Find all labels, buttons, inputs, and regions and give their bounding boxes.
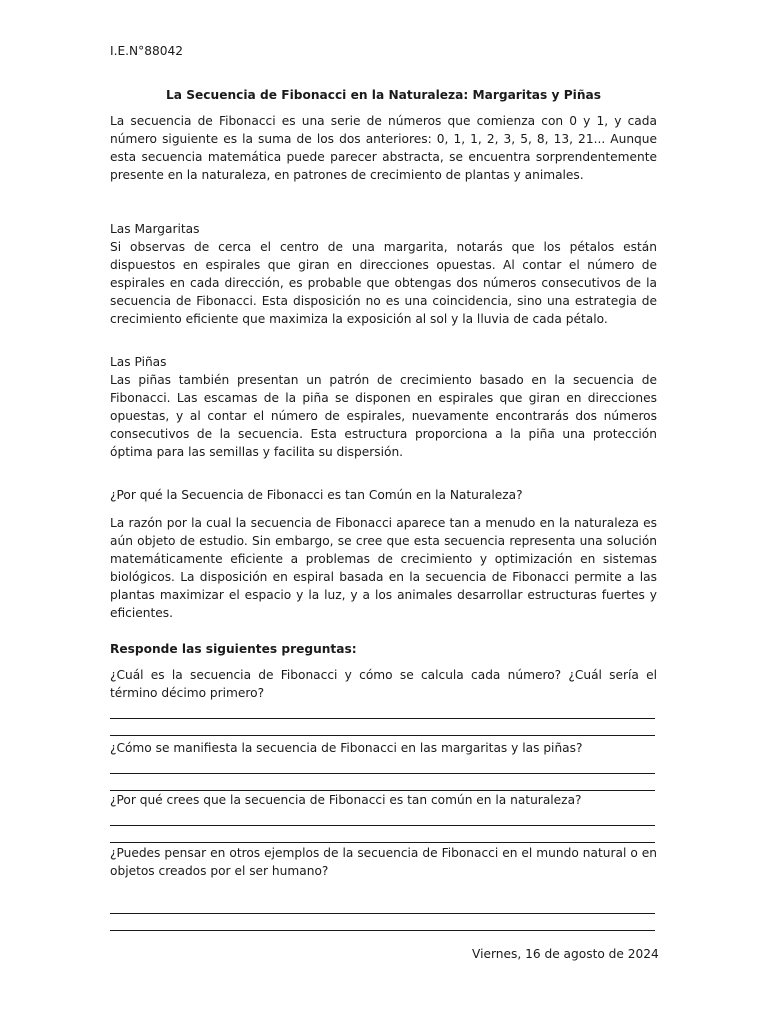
answer-line[interactable] xyxy=(110,757,655,774)
section-heading: Las Piñas xyxy=(110,355,167,369)
answer-line[interactable] xyxy=(110,897,655,914)
question-1 xyxy=(110,666,657,736)
questions-heading: Responde las siguientes preguntas: xyxy=(110,642,357,656)
question-2 xyxy=(110,739,657,791)
section-margaritas xyxy=(110,220,657,328)
school-name: I.E.N°88042 xyxy=(110,44,184,58)
answer-line[interactable] xyxy=(110,809,655,826)
answer-line[interactable] xyxy=(110,702,655,719)
question-3 xyxy=(110,791,657,843)
intro-paragraph: La secuencia de Fibonacci es una serie de números que comienza con 0 y 1, y cada número siguiente es la suma de los dos anteriores: 0, 1, 1, 2, 3, 5, 8, 13, 21... Aunque esta secuencia matemática puede parecer abstracta, se encuentra sorprendentemente presente en la naturaleza, en patrones de crecimiento de plantas y animales. xyxy=(110,114,657,182)
why-paragraph: La razón por la cual la secuencia de Fibonacci aparece tan a menudo en la naturaleza es aún objeto de estudio. Sin embargo, se cree que esta secuencia representa una solución matemáticamente eficiente a problemas de crecimiento y optimización en sistemas biológicos. La disposición en espiral basada en la secuencia de Fibonacci permite a las plantas maximizar el espacio y la luz, y a los animales desarrollar estructuras fuertes y eficientes. xyxy=(110,516,657,620)
section-pinas xyxy=(110,353,657,461)
document-date: Viernes, 16 de agosto de 2024 xyxy=(472,947,659,961)
question-text: ¿Cuál es la secuencia de Fibonacci y cómo se calcula cada número? ¿Cuál sería el término décimo primero? xyxy=(110,668,657,700)
answer-area xyxy=(110,897,657,931)
section-heading: Las Margaritas xyxy=(110,222,200,236)
question-text: ¿Por qué crees que la secuencia de Fibonacci es tan común en la naturaleza? xyxy=(110,793,582,807)
answer-line[interactable] xyxy=(110,914,655,931)
question-text: ¿Cómo se manifiesta la secuencia de Fibonacci en las margaritas y las piñas? xyxy=(110,741,583,755)
question-text: ¿Puedes pensar en otros ejemplos de la secuencia de Fibonacci en el mundo natural o en objetos creados por el ser humano? xyxy=(110,846,657,878)
answer-line[interactable] xyxy=(110,826,655,843)
document-title: La Secuencia de Fibonacci en la Naturaleza: Margaritas y Piñas xyxy=(166,88,601,102)
question-4 xyxy=(110,844,657,931)
section-body: Las piñas también presentan un patrón de crecimiento basado en la secuencia de Fibonacci. Las escamas de la piña se disponen en espirales que giran en direcciones opuestas, y al contar el número de espirales, nuevamente encontrarás dos números consecutivos de la secuencia. Esta estructura proporciona a la piña una protección óptima para las semillas y facilita su dispersión. xyxy=(110,373,657,459)
section-body: Si observas de cerca el centro de una margarita, notarás que los pétalos están dispuestos en espirales que giran en direcciones opuestas. Al contar el número de espirales en cada dirección, es probable que obtengas dos números consecutivos de la secuencia de Fibonacci. Esta disposición no es una coincidencia, sino una estrategia de crecimiento eficiente que maximiza la exposición al sol y la lluvia de cada pétalo. xyxy=(110,240,657,326)
answer-area xyxy=(110,757,657,791)
answer-line[interactable] xyxy=(110,774,655,791)
why-heading: ¿Por qué la Secuencia de Fibonacci es tan Común en la Naturaleza? xyxy=(110,488,523,502)
answer-line[interactable] xyxy=(110,719,655,736)
answer-area xyxy=(110,809,657,843)
answer-area xyxy=(110,702,657,736)
